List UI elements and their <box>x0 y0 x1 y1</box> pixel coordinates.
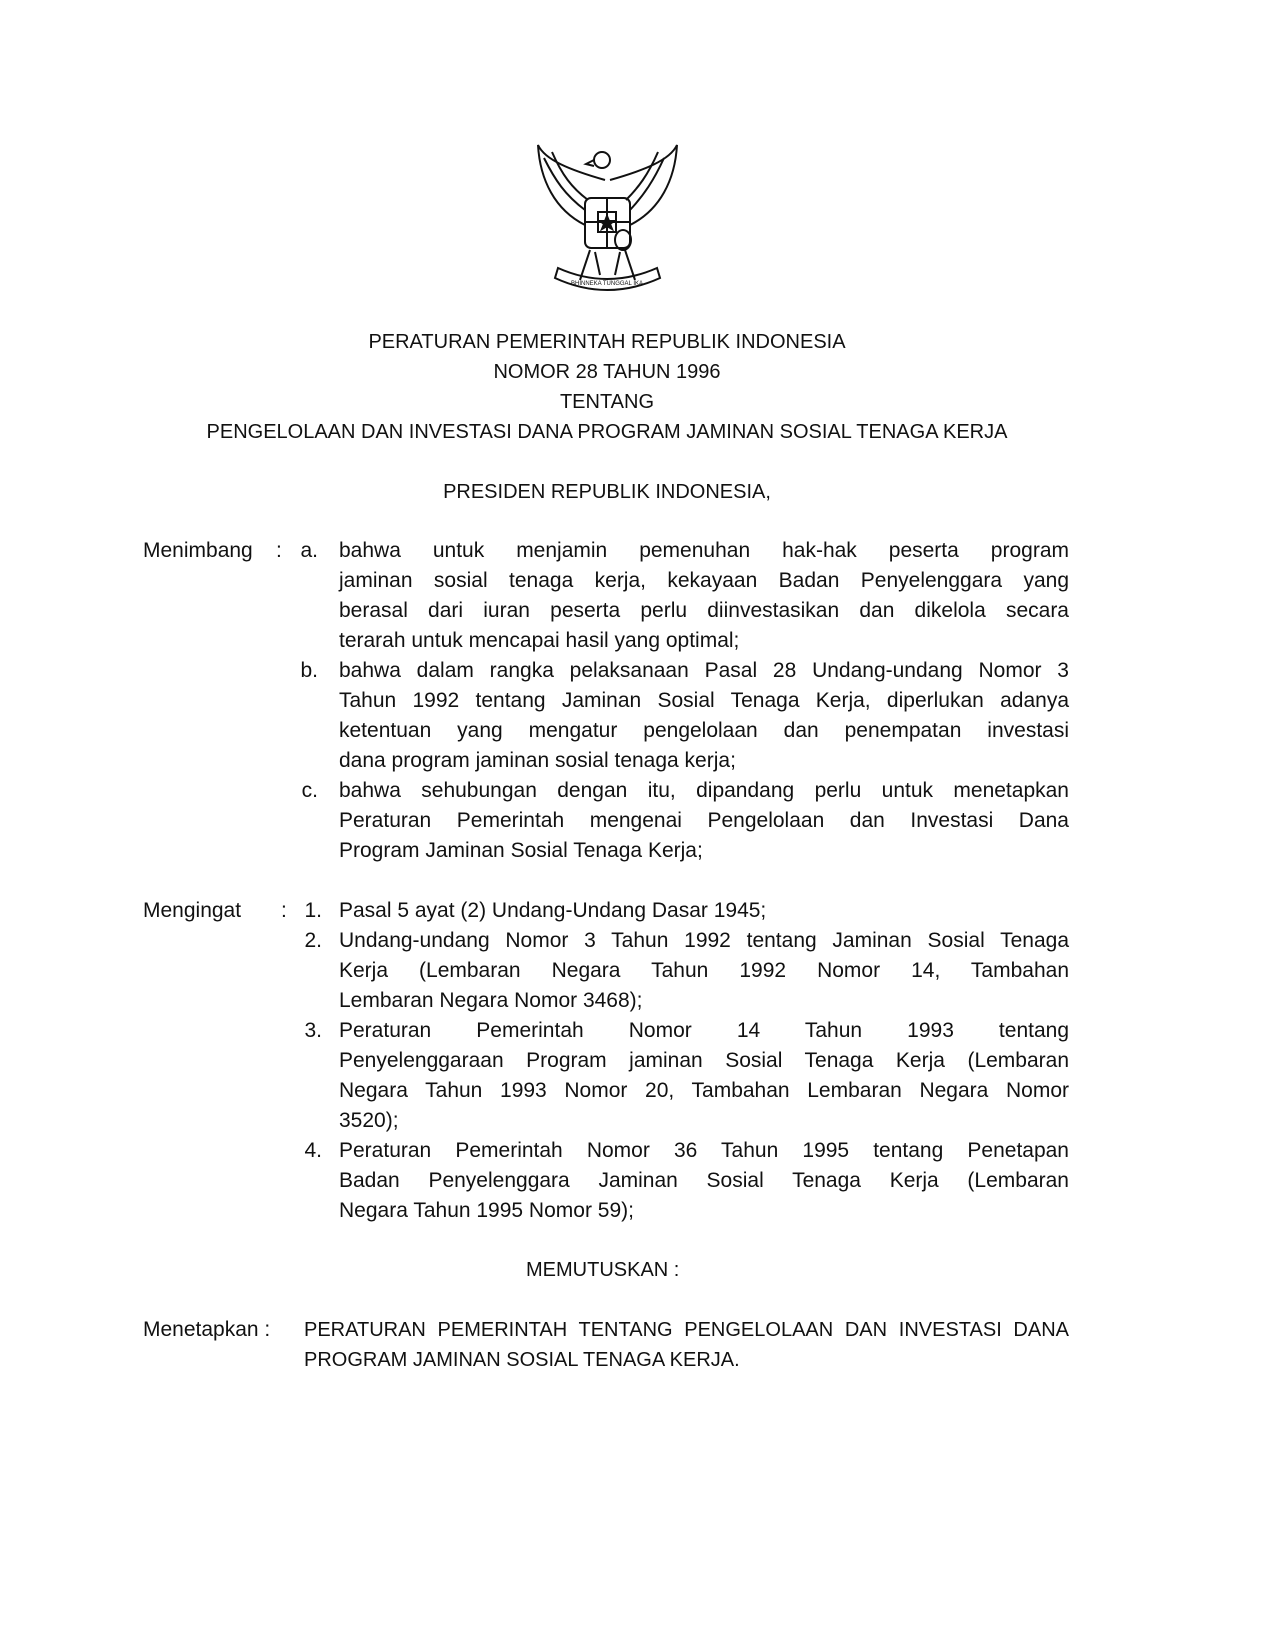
mengingat-label: Mengingat <box>143 899 242 922</box>
text-line: Peraturan Pemerintah mengenai Pengelolaan dan Investasi Dana <box>339 809 1069 832</box>
text-line: bahwa dalam rangka pelaksanaan Pasal 28 Undang-undang Nomor 3 <box>339 659 1069 682</box>
text-line: Negara Tahun 1995 Nomor 59); <box>339 1199 634 1222</box>
text-line: Pasal 5 ayat (2) Undang-Undang Dasar 1945; <box>339 899 767 922</box>
item-marker: b. <box>300 659 318 682</box>
text-line: PERATURAN PEMERINTAH TENTANG PENGELOLAAN DAN INVESTASI DANA <box>304 1319 1069 1341</box>
text-line: Badan Penyelenggara Jaminan Sosial Tenaga Kerja (Lembaran <box>339 1169 1069 1192</box>
text-line: jaminan sosial tenaga kerja, kekayaan Badan Penyelenggara yang <box>339 569 1069 592</box>
text-line: Peraturan Pemerintah Nomor 36 Tahun 1995 tentang Penetapan <box>339 1139 1069 1162</box>
mengingat-colon: : <box>281 899 287 922</box>
text-line: berasal dari iuran peserta perlu diinvestasikan dan dikelola secara <box>339 599 1069 622</box>
menimbang-label: Menimbang <box>143 539 253 562</box>
text-line: Lembaran Negara Nomor 3468); <box>339 989 643 1012</box>
item-marker: 4. <box>304 1139 322 1162</box>
mengingat-item-3 <box>339 1016 1069 1136</box>
mengingat-item-4 <box>339 1136 1069 1226</box>
item-marker: 1. <box>304 899 322 922</box>
item-marker: 3. <box>304 1019 322 1042</box>
mengingat-item-1 <box>339 896 1069 926</box>
menetapkan-text <box>304 1315 1069 1375</box>
doc-title-line-4: PENGELOLAAN DAN INVESTASI DANA PROGRAM JAMINAN SOSIAL TENAGA KERJA <box>206 421 1008 443</box>
text-line: Undang-undang Nomor 3 Tahun 1992 tentang Jaminan Sosial Tenaga <box>339 929 1069 952</box>
doc-title-line-1: PERATURAN PEMERINTAH REPUBLIK INDONESIA <box>368 331 846 353</box>
text-line: bahwa untuk menjamin pemenuhan hak-hak peserta program <box>339 539 1069 562</box>
text-line: ketentuan yang mengatur pengelolaan dan penempatan investasi <box>339 719 1069 742</box>
menetapkan-label: Menetapkan : <box>143 1318 271 1341</box>
menimbang-item-b <box>339 656 1069 776</box>
text-line: Kerja (Lembaran Negara Tahun 1992 Nomor 14, Tambahan <box>339 959 1069 982</box>
president-heading: PRESIDEN REPUBLIK INDONESIA, <box>443 481 771 503</box>
item-marker: a. <box>300 539 318 562</box>
text-line: Penyelenggaraan Program jaminan Sosial Tenaga Kerja (Lembaran <box>339 1049 1069 1072</box>
text-line: Peraturan Pemerintah Nomor 14 Tahun 1993 tentang <box>339 1019 1069 1042</box>
memutuskan-heading: MEMUTUSKAN : <box>526 1259 680 1281</box>
emblem-motto: BHINNEKA TUNGGAL IKA <box>570 281 644 287</box>
menimbang-colon: : <box>276 539 282 562</box>
item-marker: 2. <box>304 929 322 952</box>
text-line: 3520); <box>339 1109 399 1132</box>
text-line: Program Jaminan Sosial Tenaga Kerja; <box>339 839 703 862</box>
text-line: Tahun 1992 tentang Jaminan Sosial Tenaga Kerja, diperlukan adanya <box>339 689 1069 712</box>
text-line: terarah untuk mencapai hasil yang optimal; <box>339 629 740 652</box>
menimbang-item-a <box>339 536 1069 656</box>
mengingat-item-2 <box>339 926 1069 1016</box>
garuda-emblem <box>530 140 685 300</box>
menimbang-item-c <box>339 776 1069 866</box>
text-line: Negara Tahun 1993 Nomor 20, Tambahan Lembaran Negara Nomor <box>339 1079 1069 1102</box>
item-marker: c. <box>301 779 318 802</box>
doc-title-line-2: NOMOR 28 TAHUN 1996 <box>493 361 721 383</box>
text-line: bahwa sehubungan dengan itu, dipandang perlu untuk menetapkan <box>339 779 1069 802</box>
text-line: PROGRAM JAMINAN SOSIAL TENAGA KERJA. <box>304 1349 740 1371</box>
text-line: dana program jaminan sosial tenaga kerja; <box>339 749 736 772</box>
doc-title-line-3: TENTANG <box>559 391 655 413</box>
